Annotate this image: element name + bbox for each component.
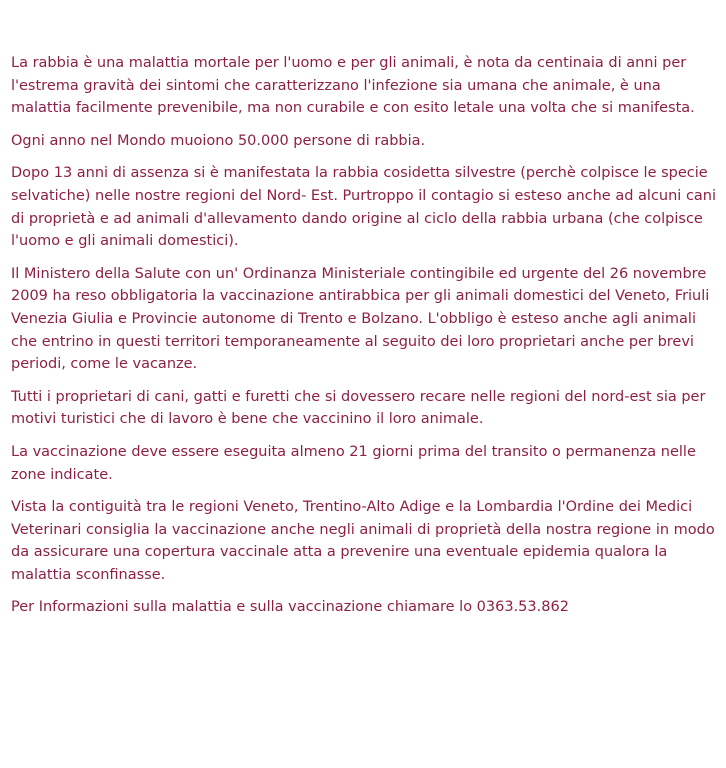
- article-body: [11, 52, 717, 629]
- paragraph-ordinance: Il Ministero della Salute con un' Ordinanza Ministeriale contingibile ed urgente del 26 novembre 2009 ha reso obbligatoria la vaccinazione antirabbica per gli animali domestici del Veneto, Friuli Venezia Giulia e Provincie autonome di Trento e Bolzano. L'obbligo è esteso anche agli animali che entrino in questi territori temporaneamente al seguito dei loro proprietari anche per brevi periodi, come le vacanze.: [11, 265, 710, 373]
- paragraph-outbreak: Dopo 13 anni di assenza si è manifestata la rabbia cosidetta silvestre (perchè colpisce le specie selvatiche) nelle nostre regioni del Nord- Est. Purtroppo il contagio si esteso anche ad alcuni cani di proprietà e ad animali d'allevamento dando origine al ciclo della rabbia urbana (che colpisce l'uomo e gli animali domestici).: [11, 165, 717, 250]
- paragraph-owners: Tutti i proprietari di cani, gatti e furetti che si dovessero recare nelle regioni del nord-est sia per motivi turistici che di lavoro è bene che vaccinino il loro animale.: [11, 388, 706, 428]
- paragraph-contact: Per Informazioni sulla malattia e sulla vaccinazione chiamare lo 0363.53.862: [11, 599, 569, 616]
- paragraph-recommendation: Vista la contiguità tra le regioni Veneto, Trentino-Alto Adige e la Lombardia l'Ordine dei Medici Veterinari consiglia la vaccinazione anche negli animali di proprietà della nostra regione in modo da assicurare una copertura vaccinale atta a prevenire una eventuale epidemia qualora la malattia sconfinasse.: [11, 499, 715, 583]
- paragraph-timing: La vaccinazione deve essere eseguita almeno 21 giorni prima del transito o permanenza nelle zone indicate.: [11, 443, 696, 483]
- paragraph-deaths: Ogni anno nel Mondo muoiono 50.000 persone di rabbia.: [11, 132, 426, 149]
- paragraph-intro: La rabbia è una malattia mortale per l'uomo e per gli animali, è nota da centinaia di anni per l'estrema gravità dei sintomi che caratterizzano l'infezione sia umana che animale, è una malattia facilmente prevenibile, ma non curabile e con esito letale una volta che si manifesta.: [11, 55, 695, 117]
